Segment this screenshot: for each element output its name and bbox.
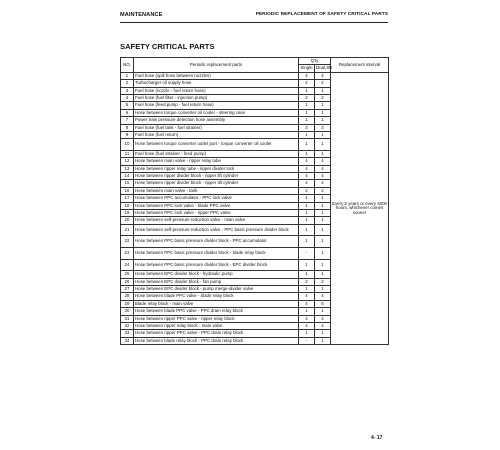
qty-dual: 1 (315, 247, 331, 259)
part-name: Hose between ripper relay tube - ripper divider lock (134, 165, 299, 172)
part-name: Fuel hose (spill hose between nozzles) (134, 72, 299, 79)
qty-dual: 1 (315, 236, 331, 248)
qty-dual: 1 (315, 139, 331, 151)
qty-dual: 4 (315, 173, 331, 180)
qty-single: 1 (299, 217, 315, 224)
part-name: Hose between ripper PPC valve - ripper relay block (134, 315, 299, 322)
replacement-interval: Every 2 years or every 4000 hours, whichever comes sooner (331, 72, 389, 344)
qty-dual: 4 (315, 293, 331, 300)
row-number: 12 (121, 158, 134, 165)
qty-single: 4 (299, 165, 315, 172)
row-number: 31 (121, 315, 134, 322)
qty-single: 4 (299, 322, 315, 329)
qty-dual: 4 (315, 72, 331, 79)
row-number: 5 (121, 102, 134, 109)
qty-dual: 4 (315, 180, 331, 187)
qty-single: 1 (299, 271, 315, 278)
qty-single: 4 (299, 300, 315, 307)
qty-dual: 1 (315, 102, 331, 109)
part-name: Hose between blade PPC valve - PPC drain relay block (134, 308, 299, 315)
qty-dual: 2 (315, 278, 331, 285)
qty-dual: 1 (315, 150, 331, 157)
qty-single: 4 (299, 180, 315, 187)
page-number: 4- 17 (371, 435, 383, 441)
row-number: 8 (121, 124, 134, 131)
qty-single: 1 (299, 330, 315, 337)
row-number: 32 (121, 322, 134, 329)
qty-single: - (299, 337, 315, 344)
qty-dual: 1 (315, 195, 331, 202)
part-name: Hose between torque converter oil cooler - steering case (134, 109, 299, 116)
part-name: Turbocharger oil supply hose (134, 80, 299, 87)
part-name: Fuel hose (feed pump - fuel return hose) (134, 102, 299, 109)
header-single: Single (300, 65, 313, 71)
row-number: 28 (121, 293, 134, 300)
qty-single: 1 (299, 102, 315, 109)
header-no: NO. (121, 58, 134, 73)
qty-dual: 4 (315, 158, 331, 165)
qty-dual: 2 (315, 80, 331, 87)
part-name: Blade relay block - main valve (134, 300, 299, 307)
row-number: 14 (121, 173, 134, 180)
qty-dual: 4 (315, 165, 331, 172)
qty-dual: 2 (315, 187, 331, 194)
qty-single: 2 (299, 187, 315, 194)
safety-parts-table (120, 57, 389, 345)
qty-dual: 4 (315, 322, 331, 329)
page-header (120, 12, 388, 23)
row-number: 18 (121, 202, 134, 209)
qty-dual: 1 (315, 131, 331, 138)
row-number: 11 (121, 150, 134, 157)
row-number: 17 (121, 195, 134, 202)
qty-single: 2 (299, 94, 315, 101)
row-number: 1 (121, 72, 134, 79)
row-number: 30 (121, 308, 134, 315)
section-title: SAFETY CRITICAL PARTS (120, 42, 215, 51)
qty-dual: 1 (315, 217, 331, 224)
parts-table-body (121, 72, 389, 344)
qty-single: 1 (299, 87, 315, 94)
qty-single: 1 (299, 224, 315, 236)
part-name: Hose between self-pressure reduction valve - PPC basic pressure divider block (134, 224, 299, 236)
row-number: 2 (121, 80, 134, 87)
row-number: 22 (121, 236, 134, 248)
qty-dual: 3 (315, 124, 331, 131)
qty-single: 2 (299, 278, 315, 285)
part-name: Hose between EPC divider block - fan pump (134, 278, 299, 285)
qty-dual: 2 (315, 94, 331, 101)
qty-single: 4 (299, 293, 315, 300)
header-section-label: MAINTENANCE (120, 12, 163, 18)
row-number: 6 (121, 109, 134, 116)
row-number: 21 (121, 224, 134, 236)
qty-dual: 1 (315, 285, 331, 292)
qty-single: - (299, 247, 315, 259)
qty-single: 4 (299, 158, 315, 165)
part-name: Hose between ripper PPC valve - PPC drain relay block (134, 330, 299, 337)
part-name: Hose between self-pressure reduction valve - main valve (134, 217, 299, 224)
part-name: Hose between PPC basic pressure divider block - PPC accumulator (134, 236, 299, 248)
row-number: 25 (121, 271, 134, 278)
qty-single: 1 (299, 285, 315, 292)
qty-dual: 1 (315, 109, 331, 116)
part-name: Fuel hose (fuel return) (134, 131, 299, 138)
part-name: Power train pressure detection hose assembly (134, 117, 299, 124)
qty-single: 1 (299, 117, 315, 124)
qty-dual: 1 (315, 259, 331, 271)
qty-single: 4 (299, 315, 315, 322)
row-number: 15 (121, 180, 134, 187)
part-name: Hose between PPC accumulator - PPC lock valve (134, 195, 299, 202)
table-row (121, 72, 389, 79)
part-name: Hose between ripper divider block - ripper tilt cylinder (134, 180, 299, 187)
row-number: 34 (121, 337, 134, 344)
part-name: Hose between PPC basic pressure divider block - EPC divider block (134, 259, 299, 271)
part-name: Hose between blade PPC valve - blade relay block (134, 293, 299, 300)
part-name: Hose between main valve - tank (134, 187, 299, 194)
row-number: 26 (121, 278, 134, 285)
row-number: 7 (121, 117, 134, 124)
qty-dual: 1 (315, 271, 331, 278)
row-number: 19 (121, 210, 134, 217)
part-name: Hose between PPC lock valve - blade PPC valve (134, 202, 299, 209)
qty-single: 1 (299, 109, 315, 116)
row-number: 29 (121, 300, 134, 307)
qty-single: 1 (299, 308, 315, 315)
part-name: Hose between EPC divider block - hydraulic pump (134, 271, 299, 278)
qty-single: 1 (299, 259, 315, 271)
row-number: 23 (121, 247, 134, 259)
row-number: 27 (121, 285, 134, 292)
header-dual: Dual,SD (316, 65, 333, 71)
row-number: 9 (121, 131, 134, 138)
part-name: Fuel hose (fuel tank - fuel strainer) (134, 124, 299, 131)
qty-single: 1 (299, 202, 315, 209)
qty-dual: 1 (315, 117, 331, 124)
row-number: 16 (121, 187, 134, 194)
part-name: Hose between main valve - ripper relay tube (134, 158, 299, 165)
row-number: 33 (121, 330, 134, 337)
part-name: Fuel hose (fuel strainer - feed pump) (134, 150, 299, 157)
row-number: 24 (121, 259, 134, 271)
qty-dual: 1 (315, 202, 331, 209)
qty-single: 1 (299, 139, 315, 151)
header-qty: Q'ty (299, 58, 331, 65)
row-number: 10 (121, 139, 134, 151)
qty-single: 4 (299, 72, 315, 79)
qty-dual: 1 (315, 337, 331, 344)
header-title: PERIODIC REPLACEMENT OF SAFETY CRITICAL PARTS (255, 12, 388, 17)
part-name: Hose between EPC divider block - pump merge-divider valve (134, 285, 299, 292)
qty-dual: 1 (315, 308, 331, 315)
qty-dual: 1 (315, 224, 331, 236)
part-name: Hose between blade relay block - PPC drain relay block (134, 337, 299, 344)
header-interval: Replacement interval (331, 58, 389, 73)
row-number: 20 (121, 217, 134, 224)
qty-single: 1 (299, 131, 315, 138)
part-name: Hose between PPC lock valve - ripper PPC valve (134, 210, 299, 217)
qty-dual: 4 (315, 315, 331, 322)
qty-single: 3 (299, 124, 315, 131)
qty-dual: 1 (315, 210, 331, 217)
header-parts: Periodic replacement parts (134, 58, 299, 73)
part-name: Hose between ripper divider block - ripper lift cylinder (134, 173, 299, 180)
row-number: 4 (121, 94, 134, 101)
part-name: Fuel hose (fuel filter - injection pump) (134, 94, 299, 101)
qty-single: 1 (299, 236, 315, 248)
qty-single: 4 (299, 173, 315, 180)
row-number: 13 (121, 165, 134, 172)
part-name: Hose between PPC basic pressure divider block - blade relay block (134, 247, 299, 259)
qty-single: 1 (299, 150, 315, 157)
part-name: Hose between ripper relay block - main valve (134, 322, 299, 329)
qty-dual: 1 (315, 330, 331, 337)
qty-dual: 1 (315, 87, 331, 94)
qty-single: 1 (299, 210, 315, 217)
row-number: 3 (121, 87, 134, 94)
qty-single: 2 (299, 80, 315, 87)
qty-dual: 6 (315, 300, 331, 307)
qty-single: 1 (299, 195, 315, 202)
part-name: Fuel hose (nozzle - fuel return hose) (134, 87, 299, 94)
part-name: Hose between torque converter outlet port - torque converter oil cooler (134, 139, 299, 151)
